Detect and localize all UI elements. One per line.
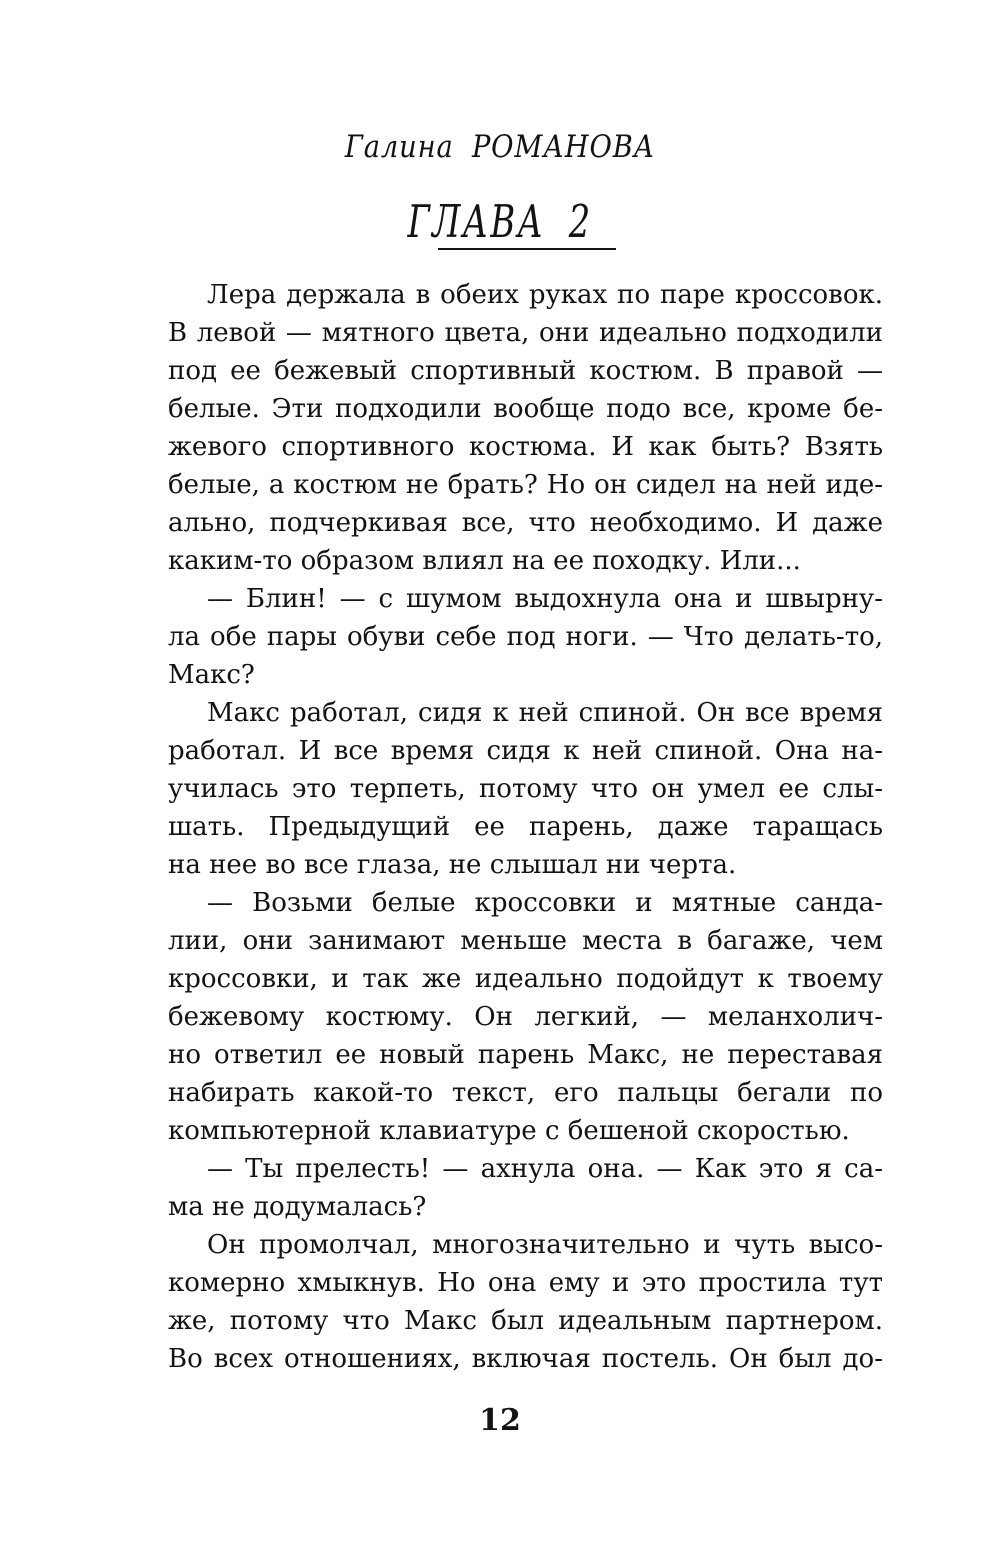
text-line: ма не додумалась? [168, 1192, 427, 1222]
author-name: Галина РОМАНОВА [344, 129, 656, 165]
text-line: комерно хмыкнув. Но она ему и это простила тут [168, 1268, 883, 1298]
text-line: Лера держала в обеих руках по паре кроссовок. [207, 280, 883, 310]
text-line: же, потому что Макс был идеальным партнером. [168, 1306, 883, 1336]
chapter-heading: ГЛАВА 2 [407, 195, 593, 248]
text-line: Во всех отношениях, включая постель. Он был до- [168, 1344, 883, 1374]
text-line: Макс работал, сидя к ней спиной. Он все время [207, 698, 883, 728]
text-line: бежевому костюму. Он легкий, — меланхолич- [168, 1002, 883, 1032]
text-line: ла обе пары обуви себе под ноги. — Что делать-то, [168, 622, 883, 652]
text-line: лии, они занимают меньше места в багаже, чем [168, 926, 883, 956]
text-line: но ответил ее новый парень Макс, не переставая [168, 1040, 883, 1070]
text-line: — Возьми белые кроссовки и мятные санда- [207, 888, 883, 918]
text-line: на нее во все глаза, не слышал ни черта. [168, 850, 737, 880]
text-line: под ее бежевый спортивный костюм. В правой — [168, 356, 883, 386]
text-line: училась это терпеть, потому что он умел ее слы- [168, 774, 883, 804]
text-line: В левой — мятного цвета, они идеально подходили [168, 318, 883, 348]
text-line: жевого спортивного костюма. И как быть? Взять [168, 432, 883, 462]
text-line: белые, а костюм не брать? Но он сидел на ней иде- [168, 470, 883, 500]
chapter-underline [438, 248, 616, 250]
text-line: шать. Предыдущий ее парень, даже таращась [168, 812, 883, 842]
page-number: 12 [479, 1403, 521, 1438]
body-text [168, 276, 883, 1378]
text-line: кроссовки, и так же идеально подойдут к твоему [168, 964, 883, 994]
text-line: ально, подчеркивая все, что необходимо. И даже [168, 508, 883, 538]
text-line: компьютерной клавиатуре с бешеной скоростью. [168, 1116, 850, 1146]
text-line: — Ты прелесть! — ахнула она. — Как это я са- [207, 1154, 883, 1184]
text-line: работал. И все время сидя к ней спиной. Она на- [168, 736, 883, 766]
text-line: белые. Эти подходили вообще подо все, кроме бе- [168, 394, 883, 424]
text-line: — Блин! — с шумом выдохнула она и швырну- [207, 584, 883, 614]
text-line: набирать какой-то текст, его пальцы бегали по [168, 1078, 883, 1108]
text-line: Он промолчал, многозначительно и чуть высо- [207, 1230, 883, 1260]
text-line: Макс? [168, 660, 255, 690]
text-line: каким-то образом влиял на ее походку. Или... [168, 546, 801, 576]
